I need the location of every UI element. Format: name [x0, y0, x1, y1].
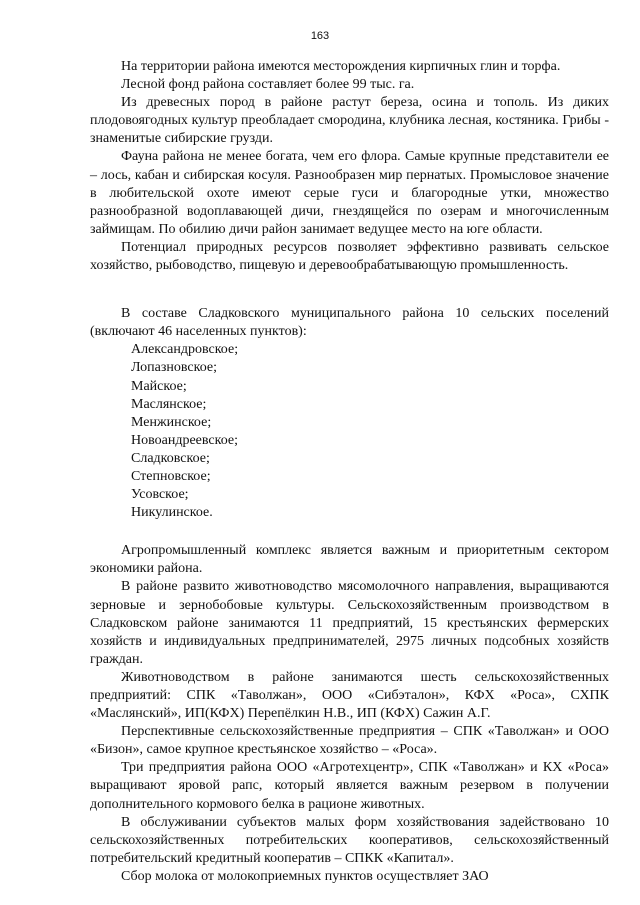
list-item: Никулинское. — [131, 505, 213, 521]
paragraph: В обслуживании субъектов малых форм хозяйствования задействовано 10 сельскохозяйственных потребительских кооперативов, сельскохозяйственный потребительский кредитный кооператив – СПКК «Капитал». — [90, 814, 609, 866]
paragraph: Сбор молока от молокоприемных пунктов осуществляет ЗАО — [121, 868, 489, 884]
paragraph: Животноводством в районе занимаются шесть сельскохозяйственных предприятий: СПК «Таволжан», ООО «Сибэталон», КФХ «Роса», СХПК «Маслянский», ИП(КФХ) Перепёлкин Н.В., ИП (КФХ) Сажин А.Г. — [90, 669, 609, 722]
list-item: Степновское; — [131, 468, 211, 484]
settlements-intro: В составе Сладковского муниципального района 10 сельских поселений (включают 46 населенных пунктов): — [90, 306, 609, 340]
list-item: Майское; — [131, 378, 187, 394]
spacer — [90, 522, 609, 542]
list-item: Усовское; — [131, 487, 189, 503]
paragraph: На территории района имеются месторождения кирпичных глин и торфа. — [121, 59, 561, 74]
list-item: Менжинское; — [131, 414, 212, 430]
list-item: Новоандреевское; — [131, 432, 238, 448]
paragraph: Агропромышленный комплекс является важным и приоритетным сектором экономики района. — [90, 543, 609, 577]
document-body — [90, 58, 609, 886]
settlements-list — [90, 341, 609, 522]
paragraph: Три предприятия района ООО «Агротехцентр», СПК «Таволжан» и КХ «Роса» выращивают яровой рапс, который является важным резервом в получении дополнительного кормового белка в рационе животных. — [90, 760, 609, 812]
list-item: Маслянское; — [131, 396, 207, 412]
paragraph: Потенциал природных ресурсов позволяет эффективно развивать сельское хозяйство, рыбоводство, пищевую и деревообрабатывающую промышленность. — [90, 239, 609, 274]
list-item: Лопазновское; — [131, 360, 217, 376]
spacer — [90, 275, 609, 305]
paragraph: В районе развито животноводство мясомолочного направления, выращиваются зерновые и зернобобовые культуры. Сельскохозяйственным производством в Сладковском районе занимаются 11 предприятий, 15 крестьянских фермерских хозяйств и индивидуальных предпринимателей, 2975 личных подсобных хозяйств граждан. — [90, 579, 609, 667]
list-item: Сладковское; — [131, 450, 210, 466]
paragraph: Лесной фонд района составляет более 99 тыс. га. — [121, 77, 415, 93]
paragraph: Фауна района не менее богата, чем его флора. Самые крупные представители ее – лось, кабан и сибирская косуля. Разнообразен мир пернатых. Промысловое значение в любительской охоте имеют серые гуси и благородные утки, множество разнообразной водоплавающей дичи, гнездящейся по озерам и многочисленным займищам. По обилию дичи район занимает ведущее место на юге области. — [90, 149, 609, 237]
page-number: 163 — [310, 30, 330, 42]
paragraph: Перспективные сельскохозяйственные предприятия – СПК «Таволжан» и ООО «Бизон», самое крупное крестьянское хозяйство – «Роса». — [90, 724, 609, 758]
paragraph: Из древесных пород в районе растут береза, осина и тополь. Из диких плодовоягодных культур преобладает смородина, клубника лесная, костяника. Грибы - знаменитые сибирские грузди. — [90, 95, 609, 147]
list-item: Александровское; — [131, 342, 239, 358]
